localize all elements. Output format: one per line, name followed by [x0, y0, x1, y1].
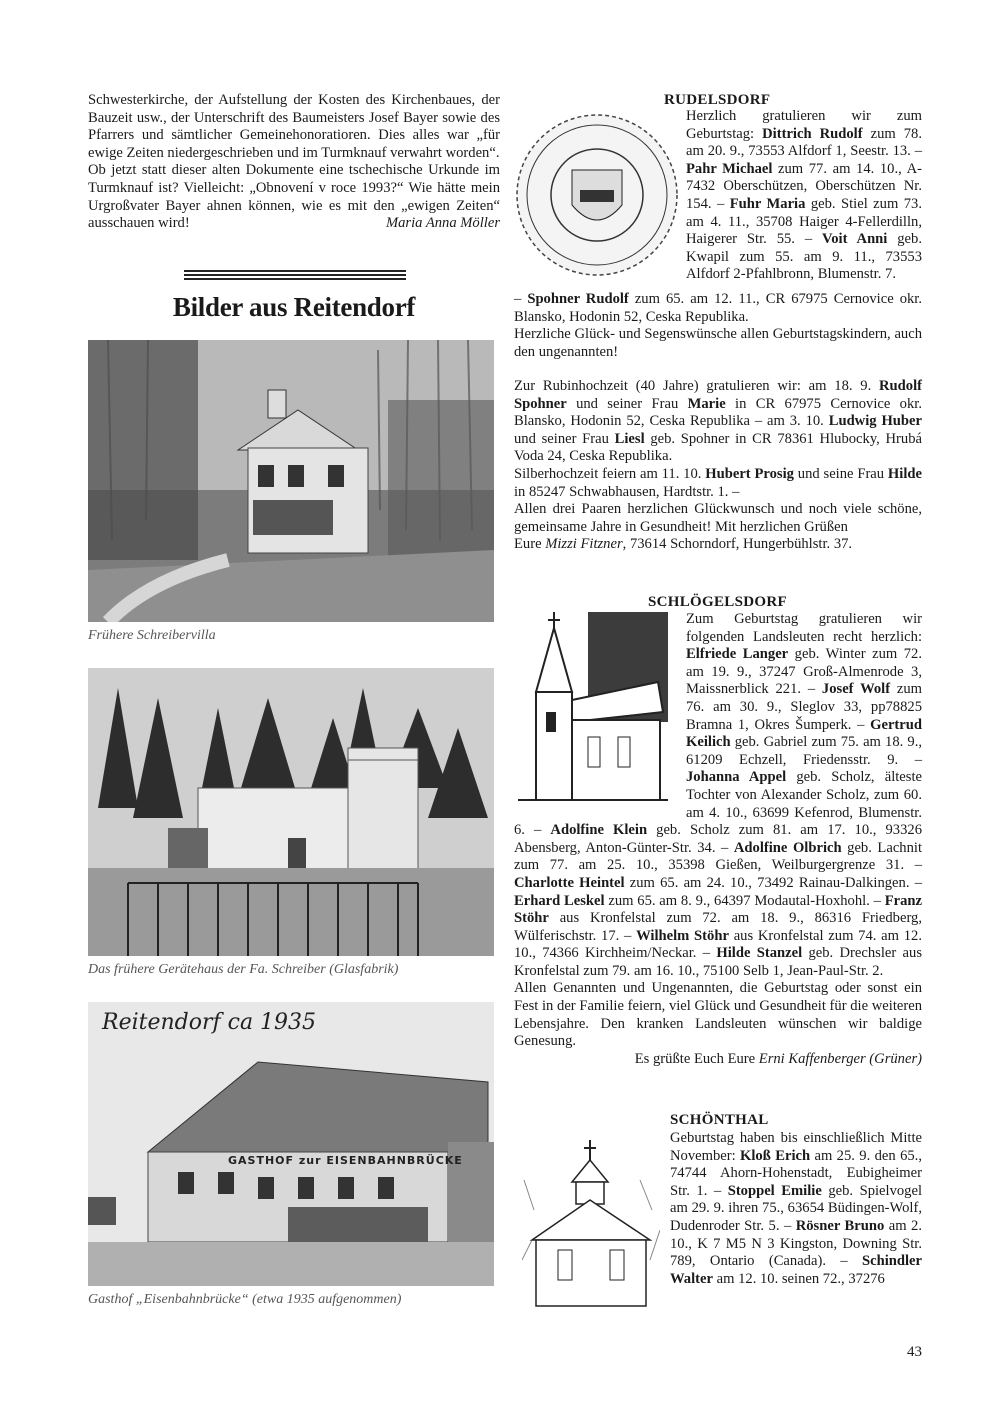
rudelsdorf-text: Zur Rubinhochzeit (40 Jahre) gratulieren wir: am 18. 9.: [514, 378, 880, 394]
caption-villa: Frühere Schreibervilla: [88, 628, 216, 643]
rudelsdorf-text: geb. Stiel zum 73. am 4. 11., 35708 Haiger 4-Fellerdilln, Haigerer Str. 55. –: [686, 195, 922, 248]
chapel-image: [522, 1140, 660, 1310]
schoenthal-text-part: am 12. 10. seinen 72., 37276: [712, 1270, 885, 1287]
rudelsdorf-text: Silberhochzeit feiern am 11. 10.: [514, 465, 706, 482]
intro-text-2: Ob jetzt statt dieser alten Dokumente eine tschechische Urkunde im Turmknauf ist? Vielleicht: „Obnovení v roce 1993?“ Wie hätte mein Urgroßvater Bayer ahnen können, wie es mit den „ewigen Zeiten“ ausschauen wird!: [88, 162, 500, 232]
rudelsdorf-text: Allen drei Paaren herzlichen Glückwunsch und noch viele schöne, gemeinsame Jahre in Gesundheit! Mit herzlichen Grüßen: [514, 501, 922, 535]
rudelsdorf-text: und seine Frau: [793, 465, 888, 482]
schloegelsdorf-text: zum 76. am 30. 9., Sleglov 33, pp78825 Bramna 1, Okres Šumperk. –: [686, 681, 923, 733]
schloegelsdorf-text: Zum Geburtstag gratulieren wir folgenden Landsleuten recht herzlich:: [686, 611, 922, 645]
name: Schindler Walter: [670, 1253, 922, 1287]
geraetehaus-photo: [88, 668, 494, 956]
villa-image: [88, 340, 494, 622]
float-spacer: [514, 611, 686, 811]
name: Josef Wolf: [821, 681, 891, 698]
schoenthal-text-part: Geburtstag haben bis einschließlich Mitte November:: [670, 1130, 922, 1164]
name: Fuhr Maria: [729, 195, 806, 212]
name: Adolfine Klein: [550, 822, 648, 839]
gasthof-photo: [88, 1002, 494, 1286]
rudelsdorf-text: Eure: [514, 536, 546, 553]
schloegelsdorf-closing: [514, 1051, 922, 1069]
rudelsdorf-text: in 85247 Schwabhausen, Hardtstr. 1. –: [514, 483, 740, 500]
gasthof-sign: GASTHOF zur EISENBAHNBRÜCKE: [228, 1154, 463, 1167]
name: Franz Stöhr: [514, 892, 923, 927]
signature: Mizzi Fitzner: [545, 536, 623, 553]
name: Kloß Erich: [740, 1147, 811, 1164]
geraetehaus-image: [88, 668, 494, 956]
name: Marie: [687, 395, 726, 412]
rudelsdorf-anniversaries: [514, 378, 922, 554]
rudelsdorf-text: geb. Spohner in CR 78361 Hlubocky, Hrubá Voda 24, Ceska Republika.: [514, 430, 922, 465]
name: Voit Anni: [822, 231, 888, 248]
schloegelsdorf-text: geb. Gabriel zum 75. am 18. 9., 61209 Echzell, Friedensstr. 9. –: [686, 734, 922, 768]
name: Rudolf Spohner: [514, 378, 922, 412]
heading-schoenthal: SCHÖNTHAL: [670, 1112, 769, 1128]
gasthof-image: [88, 1002, 494, 1286]
signature: Erni Kaffenberger (Grüner): [758, 1050, 922, 1067]
section-title: Bilder aus Reitendorf: [172, 292, 416, 322]
rudelsdorf-text: –: [514, 291, 528, 307]
name: Rösner Bruno: [795, 1217, 885, 1234]
schoenthal-text: [670, 1130, 922, 1288]
rudelsdorf-text: geb. Kwapil zum 55. am 9. 11., 73553 Alfdorf 2-Pfahlbronn, Blumenstr. 7.: [686, 231, 922, 283]
name: Gertrud Keilich: [686, 716, 922, 751]
schloegelsdorf-text: zum 65. am 24. 10., 73492 Rainau-Dalkingen. –: [624, 874, 922, 891]
name: Wilhelm Stöhr: [636, 927, 729, 944]
title-rule: [184, 270, 406, 282]
name: Ludwig Huber: [828, 413, 922, 430]
rudelsdorf-text: und seiner Frau: [566, 395, 688, 412]
chapel-drawing: [522, 1140, 660, 1310]
name: Liesl: [614, 430, 645, 447]
name: Dittrich Rudolf: [762, 125, 863, 142]
intro-paragraph: [88, 92, 500, 233]
schloegelsdorf-text: aus Kronfelstal zum 74. am 12. 10., 74366 Kirchheim/Neckar. –: [514, 927, 922, 962]
name: Erhard Leskel: [514, 892, 605, 909]
caption-gasthof: Gasthof „Eisenbahnbrücke“ (etwa 1935 aufgenommen): [88, 1292, 402, 1307]
schloegelsdorf-text: Es grüßte Euch Eure: [634, 1050, 759, 1067]
caption-geraetehaus: Das frühere Gerätehaus der Fa. Schreiber (Glasfabrik): [88, 962, 399, 977]
schoenthal-text-part: am 25. 9. den 65., 74744 Ahorn-Hohenstadt, Eubigheimer Str. 1. –: [670, 1147, 922, 1199]
name: Stoppel Emilie: [727, 1182, 822, 1199]
name: Hilde: [887, 465, 922, 482]
schloegelsdorf-text: geb. Scholz zum 81. am 17. 10., 93326 Abensberg, Anton-Günter-Str. 34. –: [514, 822, 922, 856]
rudelsdorf-text: Herzliche Glück- und Segenswünsche allen Geburtstagskindern, auch den ungenannten!: [514, 326, 922, 360]
name: Johanna Appel: [686, 769, 787, 786]
rudelsdorf-text: und seiner Frau: [514, 430, 615, 447]
page-number: 43: [907, 1344, 922, 1360]
name: Hilde Stanzel: [716, 945, 803, 962]
rudelsdorf-seal: [512, 110, 682, 280]
rudelsdorf-text: zum 77. am 14. 10., A-7432 Oberschützen, Oberschützen Nr. 154. –: [686, 160, 922, 212]
rudelsdorf-text: zum 78. am 20. 9., 73553 Alfdorf 1, Seestr. 13. –: [686, 125, 922, 160]
schoenthal-text-part: am 2. 10., K 7 M5 N 3 Kingston, Downing Str. 789, Ontario (Canada). –: [670, 1217, 922, 1270]
villa-photo: [88, 340, 494, 622]
name: Pahr Michael: [686, 160, 773, 177]
gasthof-handwriting: Reitendorf ca 1935: [102, 1010, 317, 1035]
schloegelsdorf-wrap: [514, 611, 922, 1068]
name: Adolfine Olbrich: [733, 839, 842, 856]
schloegelsdorf-text: geb. Scholz, älteste Tochter von Alexander Scholz, zum 60. am 4. 10., 63699 Kefenrod, Blumenstr. 6. –: [514, 769, 922, 839]
schloegelsdorf-text: zum 65. am 8. 9., 64397 Modautal-Hoxhohl. –: [604, 892, 885, 909]
rudelsdorf-more: [514, 291, 922, 361]
heading-schloegelsdorf: SCHLÖGELSDORF: [648, 594, 787, 610]
name: Hubert Prosig: [705, 465, 794, 482]
rudelsdorf-birthdays: [686, 108, 922, 284]
name: Charlotte Heintel: [514, 874, 625, 891]
heading-rudelsdorf: RUDELSDORF: [664, 92, 771, 108]
rudelsdorf-text: zum 65. am 12. 11., CR 67975 Cernovice okr. Blansko, Hodonin 52, Ceska Republika.: [514, 291, 923, 325]
intro-text: Schwesterkirche, der Aufstellung der Kosten des Kirchenbaues, der Bauzeit usw., der Unterschrift des Baumeisters Josef Bayer sowie des Pfarrers und sämtlicher Gemeinehonoratioren. Dies alles war „für ewige Zeiten niedergeschrieben und im Turmknauf verwahrt worden“.: [88, 92, 500, 161]
schloegelsdorf-text: geb. Drechsler aus Kronfelstal zum 79. am 16. 10., 75100 Selb 1, Jean-Paul-Str. 2.: [514, 945, 923, 979]
rudelsdorf-text: Herzlich gratulieren wir zum Geburtstag:: [686, 108, 922, 142]
name: Spohner Rudolf: [527, 291, 629, 307]
schloegelsdorf-text: geb. Winter zum 72. am 19. 9., 37247 Groß-Almenrode 3, Maissnerblick 221. –: [686, 646, 922, 698]
schloegelsdorf-text: Allen Genannten und Ungenannten, die Geburtstag oder sonst ein Fest in der Familie feiern, viel Glück und Gesundheit für die weiteren Lebensjahre. Den kranken Landsleuten wünschen wir baldige Genesung.: [514, 980, 922, 1050]
schloegelsdorf-text: geb. Lachnit zum 77. am 25. 10., 35398 Gießen, Weilburgergrenze 31. –: [514, 839, 922, 874]
rudelsdorf-text: , 73614 Schorndorf, Hungerbühlstr. 37.: [622, 536, 853, 553]
seal-image: [512, 110, 682, 280]
schoenthal-text-part: geb. Spielvogel am 29. 9. ihren 75., 63654 Büdingen-Wolf, Dudenroder Str. 5. –: [670, 1182, 923, 1234]
schloegelsdorf-text: aus Kronfelstal zum 72. am 18. 9., 86316 Friedberg, Wülferischstr. 17. –: [514, 910, 922, 944]
name: Elfriede Langer: [686, 646, 789, 663]
author: Maria Anna Möller: [385, 215, 500, 232]
rudelsdorf-text: in CR 67975 Cernovice okr. Blansko, Hodonin 52, Ceska Republika – am 3. 10.: [514, 395, 922, 430]
